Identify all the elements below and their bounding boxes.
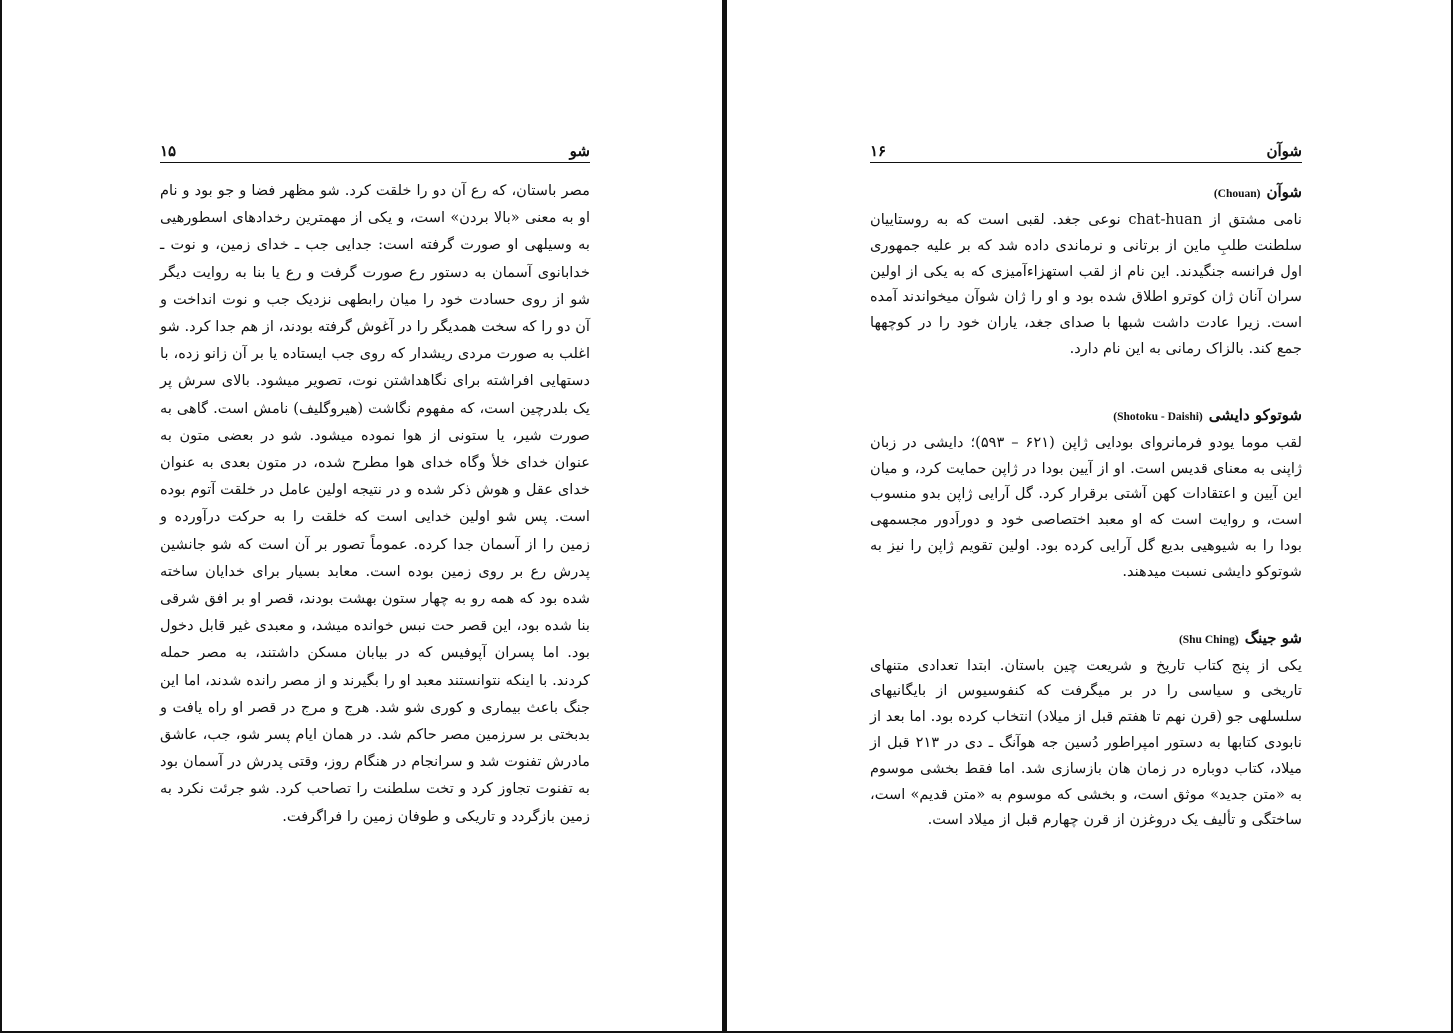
right-page-number: ۱۶ — [870, 142, 887, 160]
entry-headword: شوتوکو دایشی — [1208, 405, 1302, 424]
entry-shu-ching — [870, 625, 1302, 834]
entry-heading — [870, 625, 1302, 653]
entry-headword: شو جینگ — [1244, 628, 1302, 647]
right-running-title: شوآن — [1266, 142, 1302, 160]
entry-latin-term: (Chouan) — [1213, 188, 1261, 200]
left-body-text: مصر باستان، که رع آن دو را خلقت کرد. شو مظهر فضا و جو بود و نام او به معنی «بالا بردن» است، و یکی از مهمترین رخدادهای اسطورهیی به وسیلهی او صورت گرفته است: جدایی جب ـ خدای زمین، و نوت ـ خدابانوی آسمان به دستور رع صورت گرفت و رع یا بنا به روایت دیگر شو از روی حسادت خود را میان رابطهی نزدیک جب و نوت انداخت و آن دو را که سخت همدیگر را در آغوش گرفته بودند، از هم جدا کرد. شو اغلب به صورت مردی ریشدار که روی جب ایستاده یا بر آن زانو زده، با دستهایی افراشته برای نگاهداشتن نوت، تصویر میشود. بالای سرش پر یک بلدرچین است، که مفهوم نگاشت (هیروگلیف) نامش است. گاهی به صورت شیر، یا ستونی از هوا نموده میشود. شو در بعضی متون به عنوان خدای خلأ وگاه خدای هوا مطرح شده، در متون بعدی به عنوان خدای عقل و هوش ذکر شده و در نتیجه اولین عامل در خلقت آتوم بوده است. پس شو اولین خدایی است که خلقت را به حرکت درآورده و زمین را از آسمان جدا کرده. عموماً تصور بر آن است که شو جانشین پدرش رع بر روی زمین بوده است. معابد بسیار برای خدایان ساخته شده بود که همه رو به چهار ستون بهشت بودند، قصر او بر افق شرقی بنا شده بود، این قصر حت نبس خوانده میشد، و معبدی غیر قابل دخول بود. اما پسران آپوفیس که در بیابان مسکن داشتند، به مصر حمله کردند. با اینکه نتوانستند معبد او را بگیرند و از مصر رانده شدند، اما این جنگ باعث بیماری و کوری شو شد. هرج و مرج در قصر او راه یافت و بدبختی بر سرزمین مصر حاکم شد. در همان ایام پسر شو، جب، عاشق مادرش تفنوت شد و سرانجام در هنگام روز، وقتی پدرش در آسمان بود به تفنوت تجاوز کرد و تخت سلطنت را تصاحب کرد. شو جرئت نکرد به زمین بازگردد و تاریکی و طوفان زمین را فراگرفت. — [160, 182, 590, 825]
entry-heading — [870, 402, 1302, 430]
entry-latin-term: (Shu Ching) — [1178, 633, 1239, 646]
entry-chouan — [870, 179, 1302, 362]
entry-body: نامی مشتق از chat-huan نوعی جغد. لقبی است که به روستاییان سلطنت طلبِ ماین از برتانی و نرماندی داده شد که بر علیه جمهوری اول فرانسه جنگیدند. این نام از لقب استهزاءآمیزی که به یکی از اولین سران آنان ژان کوترو اطلاق شده بود و او را ژان شوآن میخواندند آمده است. زیرا عادت داشت شبها با صدای جغد، یاران خود را در کوچهها جمع کند. بالزاک رمانی به این نام دارد. — [870, 211, 1302, 357]
left-page-number: ۱۵ — [160, 142, 177, 160]
left-running-head — [160, 140, 590, 163]
right-running-head — [870, 140, 1302, 163]
page-gutter — [722, 0, 727, 1033]
entry-shotoku-daishi — [870, 402, 1302, 585]
entry-headword: شوآن — [1266, 183, 1302, 201]
left-page — [160, 140, 590, 830]
entry-body: لقب موما یودو فرمانروای بودایی ژاپن (۶۲۱ – ۵۹۳)؛ دایشی در زبان ژاپنی به معنای قدیس است. او از آیین بودا در ژاپن حمایت کرد، و میان این آیین و اعتقادات کهن آشتی برقرار کرد. گل آرایی ژاپن بدو منسوب است، و روایت است که او معبد اختصاصی خود و دوراَدور مجسمهی بودا را به شیوهیی بدیع گل آرایی کرده بود. اولین تقویم ژاپن را نیز به شوتوکو دایشی نسبت میدهند. — [870, 433, 1302, 580]
entry-latin-term: (Shotoku - Daishi) — [1113, 410, 1203, 423]
entry-body: یکی از پنج کتاب تاریخ و شریعت چین باستان. ابتدا تعدادی متنهای تاریخی و سیاسی را در بر میگرفت که کنفوسیوس از بایگانیهای سلسلهی جو (قرن نهم تا هفتم قبل از میلاد) انتخاب کرده بود. اما بعد از نابودی کتابها به دستور امپراطور دُسین جه هوآنگ ـ دی در ۲۱۳ قبل از میلاد، کتاب دوباره در زمان هان بازسازی شد. اما فقط بخشی موسوم به «متن جدید» موثق است، و بخشی که موسوم به «متن قدیم» است، ساختگی و تألیف یک دروغزن از قرن چهارم قبل از میلاد است. — [870, 656, 1302, 829]
right-page — [870, 140, 1302, 833]
entry-heading — [870, 179, 1302, 207]
left-running-title: شو — [569, 142, 590, 160]
